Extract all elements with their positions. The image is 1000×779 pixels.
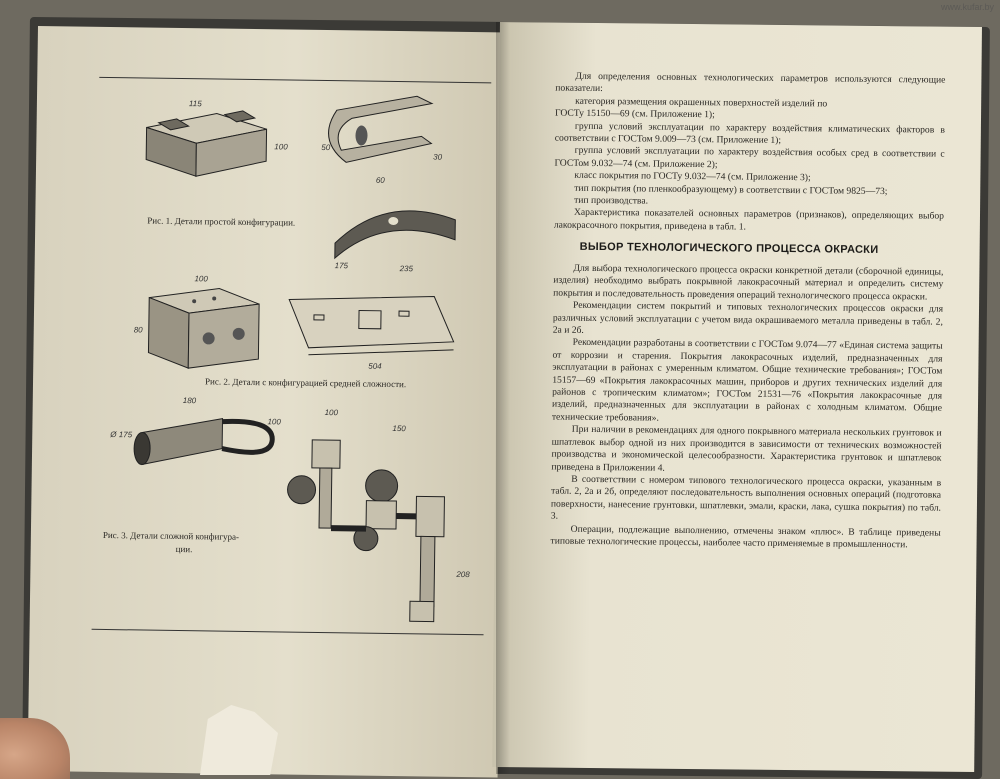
intro-block <box>554 71 946 236</box>
body-block <box>550 263 943 552</box>
paragraph: Рекомендации разработаны в соответствии с ГОСТом 9.074—77 «Единая система защиты от коррозии и старения. Покрытия лакокрасочных изделий, предназначенных для эксплуатации в районах с умеренным климатом. Общие технические требования»; ГОСТом 15157—69 «Покрытия лакокрасочных машин, приборов и других технических изделий для районов с тропическим климатом»; ГОСТом 21531—76 «Покрытия лакокрасочные для изделий, предназначенных для эксплуатации в районах с холодным климатом. Общие технические требования». <box>551 337 943 424</box>
dim-label: 175 <box>334 261 349 271</box>
figure-caption: ции. <box>175 543 193 555</box>
figure-perforated-plate <box>283 279 464 377</box>
dim-label: 115 <box>188 99 202 109</box>
dim-label: 100 <box>194 274 208 284</box>
right-page <box>492 22 982 772</box>
figure-u-bracket <box>321 90 452 197</box>
figure-pipe-fitting <box>110 392 283 489</box>
dim-label: 235 <box>399 264 414 274</box>
paragraph: Для выбора технологического процесса окраски конкретной детали (сборочной единицы, изделия) необходимо выбрать покрывной лакокрасочный материал и определить систему покрытия и последовательность проведения операций технологического процесса окраски. <box>553 262 944 303</box>
dim-label: 100 <box>324 408 339 418</box>
figure-half-cylinder <box>325 198 476 275</box>
section-heading: ВЫБОР ТЕХНОЛОГИЧЕСКОГО ПРОЦЕССА ОКРАСКИ <box>579 240 879 256</box>
figure-caption: Рис. 3. Детали сложной конфигура- <box>102 529 240 542</box>
list-item: группа условий эксплуатации по характеру воздействия особых сред в соответствии с ГОСТом 9.032—74 (см. Приложение 2); <box>554 145 945 171</box>
dim-label: Ø 175 <box>110 430 133 440</box>
intro-paragraph: Для определения основных технологических параметров используются следующие показатели: <box>555 70 946 95</box>
dim-label: 60 <box>375 175 385 185</box>
dim-label: 80 <box>133 325 143 335</box>
figure-caption: Рис. 1. Детали простой конфигурации. <box>147 215 296 228</box>
dim-label: 100 <box>267 417 281 427</box>
paragraph: Характеристика показателей основных параметров (признаков), определяющих выбор лакокрасочного покрытия, приведена в табл. 1. <box>553 207 945 233</box>
left-page <box>28 26 508 777</box>
figure-block-with-holes <box>133 272 274 379</box>
dim-label: 180 <box>182 396 197 406</box>
dim-label: 50 <box>321 142 331 153</box>
dim-label: 30 <box>433 152 443 162</box>
figure-simple-block <box>136 97 287 184</box>
dim-label: 100 <box>274 142 288 152</box>
book-gutter <box>496 22 510 774</box>
figure-valve-assembly <box>270 399 473 637</box>
list-item: тип производства. <box>574 194 649 207</box>
dim-label: 504 <box>368 361 382 371</box>
paragraph: Рекомендации систем покрытий и типовых технологических процессов окраски для различных условий эксплуатации с учетом вида окрашиваемого металла приведены в табл. 2, 2а и 2б. <box>552 299 944 336</box>
dim-label: 208 <box>456 569 470 580</box>
list-item: группа условий эксплуатации по характеру воздействия климатических факторов в соответствии с ГОСТом 9.009—73 (см. Приложение 1); <box>554 120 945 146</box>
paragraph: В соответствии с номером типового технологического процесса окраски, указанным в табл. 2, 2а и 2б, определяют последовательность выполнения основных операций (подготовка поверхности, нанесение грунтовки, шпатлевки, эмали, краски, лака, сушка покрытия) по табл. 3. <box>550 473 942 522</box>
list-item: тип покрытия (по пленкообразующему) в соответствии с ГОСТом 9825—73; <box>574 182 888 197</box>
list-item: ГОСТу 15150—69 (см. Приложение 1); <box>554 107 715 121</box>
list-item: категория размещения окрашенных поверхностей изделий по <box>575 95 828 110</box>
watermark: www.kufar.by <box>940 2 994 12</box>
dim-label: 150 <box>392 423 406 434</box>
list-item: класс покрытия по ГОСТу 9.032—74 (см. Приложение 3); <box>574 170 811 184</box>
paragraph: Операции, подлежащие выполнению, отмечены знаком «плюс». В таблице приведены типовые технологические процессы, наиболее часто применяемые в промышленности. <box>550 523 941 551</box>
paragraph: При наличии в рекомендациях для одного покрывного материала нескольких грунтовок и шпатлевок выбор одной из них производится в зависимости от технических возможностей производства и экономической целесообразности. Характеристика грунтовок и шпатлевок приведена в Приложении 4. <box>551 424 942 474</box>
top-rule <box>99 77 491 83</box>
figure-caption: Рис. 2. Детали с конфигурацией средней сложности. <box>204 376 407 390</box>
